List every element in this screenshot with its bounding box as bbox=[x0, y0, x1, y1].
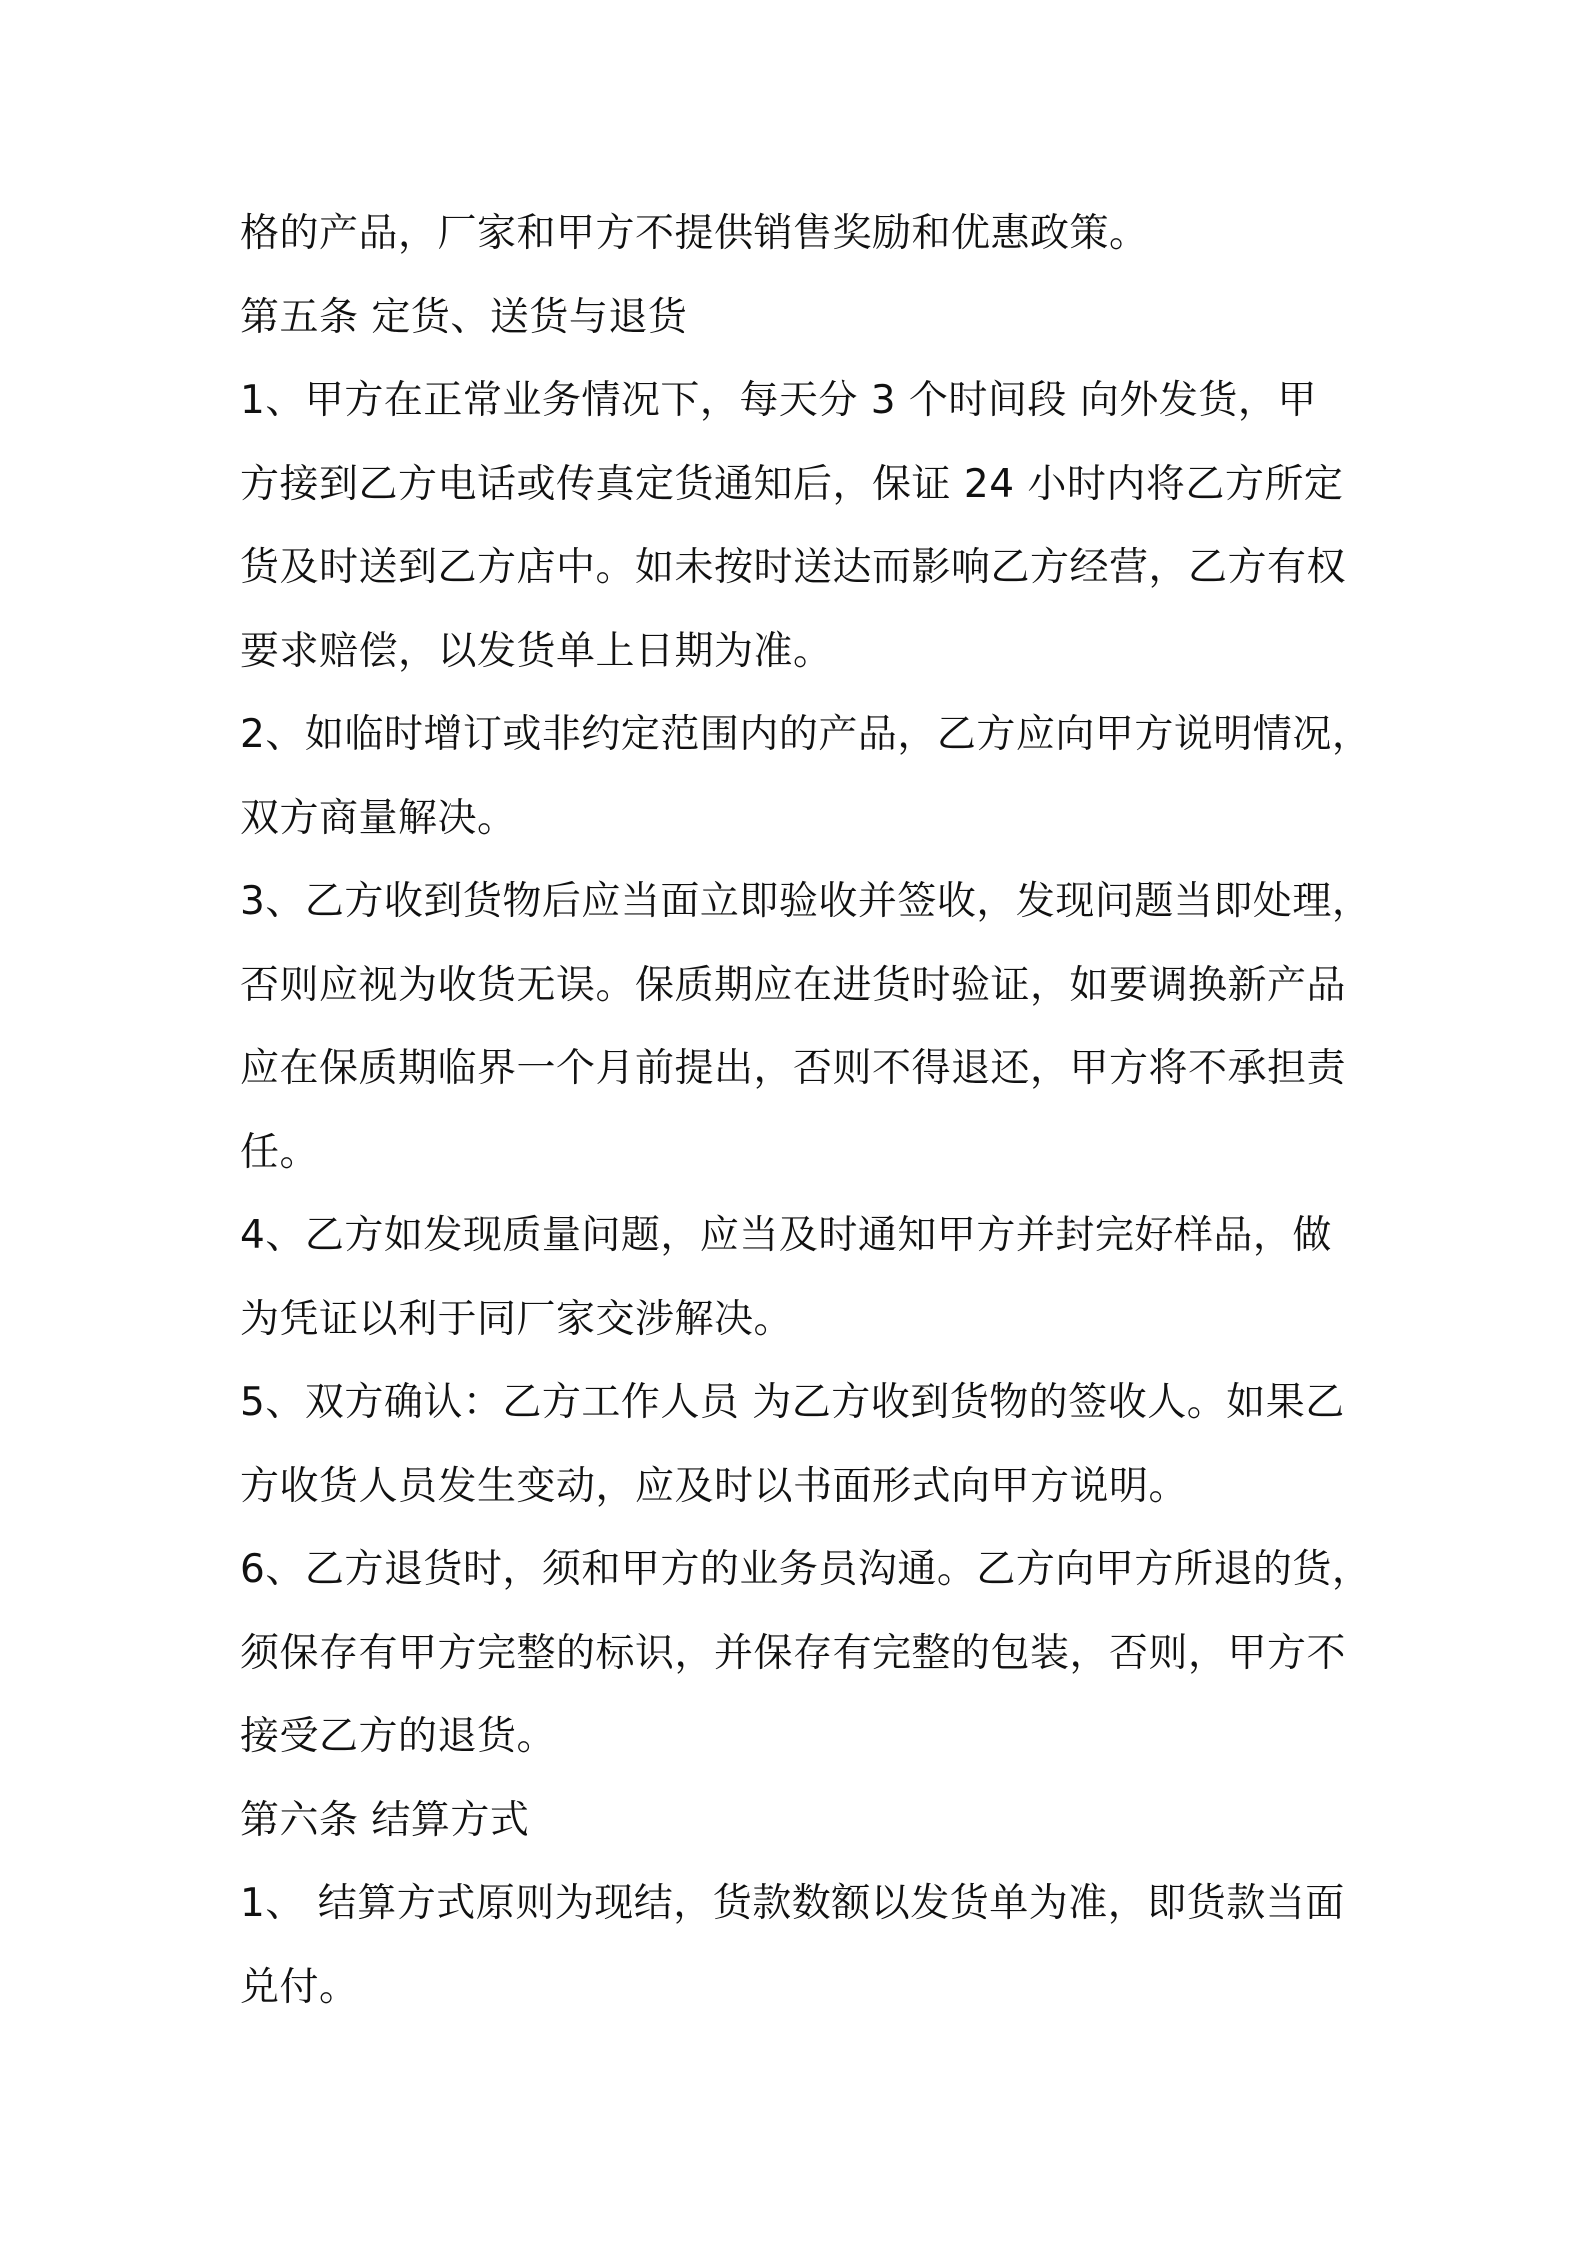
text-line-15: 5、双方确认：乙方工作人员 为乙方收到货物的签收人。如果乙 bbox=[240, 1380, 1345, 1425]
text-line-13: 4、乙方如发现质量问题，应当及时通知甲方并封完好样品，做 bbox=[240, 1213, 1332, 1258]
text-line-10: 否则应视为收货无误。保质期应在进货时验证，如要调换新产品 bbox=[240, 962, 1347, 1008]
text-line-4: 方接到乙方电话或传真定货通知后，保证 24 小时内将乙方所定 bbox=[240, 461, 1344, 507]
text-line-3: 1、甲方在正常业务情况下，每天分 3 个时间段 向外发货，甲 bbox=[240, 378, 1317, 423]
text-line-11: 应在保质期临界一个月前提出，否则不得退还，甲方将不承担责 bbox=[240, 1046, 1347, 1091]
section-heading-6: 第六条 结算方式 bbox=[240, 1797, 530, 1843]
text-line-22: 兑付。 bbox=[240, 1964, 359, 2010]
section-heading-5: 第五条 定货、送货与退货 bbox=[240, 294, 688, 340]
text-line-21: 1、 结算方式原则为现结，货款数额以发货单为准，即货款当面 bbox=[240, 1881, 1345, 1926]
text-line-8: 双方商量解决。 bbox=[240, 795, 517, 841]
text-line-12: 任。 bbox=[240, 1129, 320, 1175]
text-line-5: 货及时送到乙方店中。如未按时送达而影响乙方经营，乙方有权 bbox=[240, 545, 1347, 590]
text-line-7: 2、如临时增订或非约定范围内的产品，乙方应向甲方说明情况， bbox=[240, 712, 1372, 757]
text-line-19: 接受乙方的退货。 bbox=[240, 1714, 557, 1759]
text-line-6: 要求赔偿，以发货单上日期为准。 bbox=[240, 628, 833, 674]
text-line-18: 须保存有甲方完整的标识，并保存有完整的包装，否则，甲方不 bbox=[240, 1630, 1347, 1676]
text-line-1: 格的产品，厂家和甲方不提供销售奖励和优惠政策。 bbox=[240, 211, 1149, 256]
document-body bbox=[240, 192, 1370, 2029]
text-line-17: 6、乙方退货时，须和甲方的业务员沟通。乙方向甲方所退的货， bbox=[240, 1547, 1372, 1592]
text-line-16: 方收货人员发生变动，应及时以书面形式向甲方说明。 bbox=[240, 1463, 1189, 1509]
text-line-9: 3、乙方收到货物后应当面立即验收并签收，发现问题当即处理， bbox=[240, 879, 1372, 924]
text-line-14: 为凭证以利于同厂家交涉解决。 bbox=[240, 1296, 794, 1342]
